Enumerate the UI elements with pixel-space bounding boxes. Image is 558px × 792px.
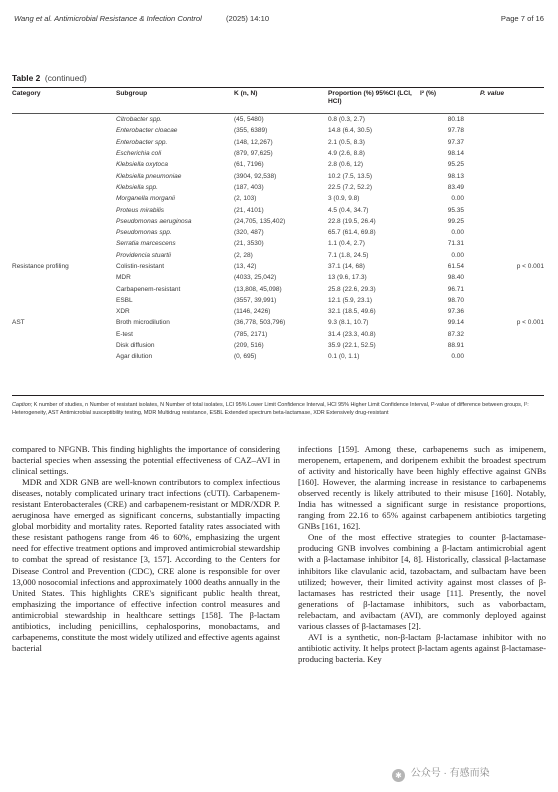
table-row (12, 317, 544, 328)
cell-i2: 0.00 (451, 251, 464, 259)
cell-subgroup: XDR (116, 308, 130, 316)
table-row (12, 227, 544, 238)
cell-proportion: 35.9 (22.1, 52.5) (328, 342, 376, 350)
cell-pvalue (480, 114, 544, 125)
cell-subgroup: MDR (116, 274, 131, 282)
cell-subgroup: Escherichia coli (116, 150, 162, 158)
cell-pvalue (480, 238, 544, 249)
cell-pvalue (480, 182, 544, 193)
cell-i2: 0.00 (451, 229, 464, 237)
cell-subgroup: Morganella morganii (116, 195, 175, 203)
cell-category (12, 295, 116, 306)
table-row (12, 238, 544, 249)
cell-subgroup: Klebsiella oxytoca (116, 161, 169, 169)
table-caption (12, 73, 87, 83)
table-row (12, 250, 544, 261)
cell-pvalue (480, 137, 544, 148)
cell-kn: (21, 3530) (234, 240, 264, 248)
body-paragraph: One of the most effective strategies to counter β-lactamase-producing GNB involves combining a β-lactam antimicrobial agent with a β-lactamase inhibitor [4, 8]. Historically, classical β-lactamase inhibitors like clavulanic acid, tazobactam, and sulbactam have been utilized; however, their limited activity against most classes of β-lactamases has restricted their usage [11]. Presently, the novel generations of β-lactamase inhibitors, such as vaborbactam, relebactam, and avibactam (AVI), are commonly deployed against various classes of β-lactamases [2]. (298, 532, 546, 631)
table-row (12, 295, 544, 306)
cell-kn: (355, 6389) (234, 127, 268, 135)
cell-kn: (148, 12,267) (234, 138, 273, 146)
cell-subgroup: ESBL (116, 296, 133, 304)
cell-proportion: 25.8 (22.6, 29.3) (328, 285, 376, 293)
cell-category (12, 306, 116, 317)
cell-subgroup: Disk diffusion (116, 342, 155, 350)
cell-pvalue (480, 283, 544, 294)
cell-category (12, 227, 116, 238)
cell-category (12, 250, 116, 261)
cell-pvalue (480, 272, 544, 283)
cell-proportion: 13 (9.6, 17.3) (328, 274, 367, 282)
watermark-text: 公众号 · 有感而染 (410, 768, 490, 779)
cell-i2: 71.31 (447, 240, 464, 248)
cell-proportion: 4.9 (2.6, 8.8) (328, 150, 365, 158)
body-paragraph: MDR and XDR GNB are well-known contributors to complex infectious diseases, notably complicated urinary tract infections (cUTI). Carbapenem-resistant Enterobacterales (CRE) and carbapenem-resistant or MDR/XDR P. aeruginosa have emerged as significant concerns, substantially impacting global morbidity and mortality rates. Reported fatality rates associated with these resistant pathogens range from 46 to 60%, emphasizing the urgent need for effective treatment options and improved antimicrobial stewardship to combat the spread of resistance [3, 157]. According to the Centers for Disease Control and Prevention (CDC), CRE alone is responsible for over 13,000 nosocomial infections and approximately 1000 deaths annually in the United States. This highlights CRE's significant public health threat, emphasizing the importance of effective infection control measures and antimicrobial stewardship in healthcare settings [158]. The β-lactam antibiotics, including penicillins, cephalosporins, monobactams, and carbapenems, constitute the most widely utilized and effective agents against bacterial (12, 477, 280, 653)
table-row (12, 182, 544, 193)
cell-category: AST (12, 319, 25, 327)
cell-i2: 98.13 (447, 172, 464, 180)
cell-subgroup: Klebsiella spp. (116, 183, 158, 191)
cell-subgroup: Klebsiella pneumoniae (116, 172, 182, 180)
running-head (14, 14, 544, 26)
cell-proportion: 22.8 (19.5, 26.4) (328, 217, 376, 225)
cell-category (12, 351, 116, 362)
cell-pvalue (480, 125, 544, 136)
cell-proportion: 14.8 (6.4, 30.5) (328, 127, 373, 135)
table-row (12, 216, 544, 227)
cell-pvalue (480, 148, 544, 159)
cell-pvalue (480, 216, 544, 227)
cell-i2: 87.32 (447, 330, 464, 338)
cell-subgroup: Proteus mirabilis (116, 206, 165, 214)
body-paragraph: infections [159]. Among these, carbapenems such as imipenem, meropenem, ertapenem, and doripenem exhibit the broadest spectrum of activity and historically have been highly effective against GNBs [160]. However, the alarming increase in resistance to carbapenems observed recently is likely attributed to their misuse [160]. Notably, India has witnessed a significant surge in resistance proportions, ranging from 22.16 to 65% against carbapenem antibiotics targeting GNBs [161, 162]. (298, 444, 546, 532)
cell-kn: (45, 5480) (234, 116, 264, 124)
cell-category (12, 170, 116, 181)
table-row (12, 193, 544, 204)
table-row (12, 148, 544, 159)
wechat-icon: ✱ (392, 769, 405, 782)
cell-kn: (187, 403) (234, 183, 264, 191)
results-table (12, 88, 544, 363)
cell-i2: 99.14 (447, 319, 464, 327)
table-row (12, 114, 544, 125)
cell-pvalue (480, 351, 544, 362)
cell-category (12, 340, 116, 351)
cell-i2: 98.14 (447, 150, 464, 158)
cell-category (12, 125, 116, 136)
cell-proportion: 2.1 (0.5, 8.3) (328, 138, 365, 146)
body-column-right (298, 444, 546, 665)
cell-pvalue (480, 159, 544, 170)
footnote-caption-label: Caption; (12, 402, 33, 408)
cell-kn: (3557, 39,991) (234, 296, 277, 304)
cell-i2: 98.70 (447, 296, 464, 304)
cell-proportion: 1.1 (0.4, 2.7) (328, 240, 365, 248)
cell-proportion: 65.7 (61.4, 69.8) (328, 229, 376, 237)
table-label: Table 2 (12, 73, 41, 83)
table-row (12, 170, 544, 181)
cell-pvalue (480, 227, 544, 238)
col-header-kn: K (n, N) (234, 90, 258, 97)
cell-kn: (3904, 92,538) (234, 172, 277, 180)
cell-pvalue (480, 193, 544, 204)
cell-proportion: 22.5 (7.2, 52.2) (328, 183, 373, 191)
table-row (12, 159, 544, 170)
cell-i2: 95.25 (447, 161, 464, 169)
table-bottom-rule (12, 395, 544, 396)
cell-category (12, 193, 116, 204)
cell-i2: 99.25 (447, 217, 464, 225)
cell-category (12, 329, 116, 340)
cell-kn: (320, 487) (234, 229, 264, 237)
cell-category (12, 159, 116, 170)
table-row (12, 351, 544, 362)
cell-kn: (13, 42) (234, 263, 257, 270)
cell-i2: 97.36 (447, 308, 464, 316)
cell-subgroup: Pseudomonas aeruginosa (116, 217, 192, 225)
cell-pvalue: p < 0.001 (516, 319, 544, 327)
col-header-subgroup: Subgroup (116, 90, 148, 97)
col-header-i2: I² (%) (420, 90, 437, 97)
cell-proportion: 12.1 (5.9, 23.1) (328, 296, 373, 304)
cell-pvalue (480, 250, 544, 261)
table-row (12, 204, 544, 215)
cell-proportion: 32.1 (18.5, 49.6) (328, 308, 376, 316)
cell-category (12, 216, 116, 227)
cell-subgroup: Agar dilution (116, 353, 153, 361)
cell-category (12, 114, 116, 125)
cell-pvalue (480, 204, 544, 215)
col-header-pvalue: P. value (480, 90, 505, 97)
cell-subgroup: Providencia stuartii (116, 251, 171, 259)
table-row (12, 125, 544, 136)
cell-kn: (879, 97,625) (234, 150, 273, 158)
table-row (12, 306, 544, 317)
cell-category (12, 137, 116, 148)
body-column-left (12, 444, 280, 654)
cell-proportion: 31.4 (23.3, 40.8) (328, 330, 376, 338)
table-body (12, 114, 544, 363)
page-number: Page 7 of 16 (500, 14, 544, 23)
col-header-proportion: Proportion (%) 95%CI (LCI, HCI) (328, 90, 412, 106)
cell-kn: (61, 7196) (234, 161, 264, 169)
cell-pvalue (480, 306, 544, 317)
body-paragraph: AVI is a synthetic, non-β-lactam β-lactamase inhibitor with no antibiotic activity. It helps protect β-lactam agents against β-lactamase-producing bacteria. Key (298, 631, 546, 664)
table-row (12, 340, 544, 351)
cell-proportion: 9.3 (8.1, 10.7) (328, 319, 369, 327)
cell-proportion: 10.2 (7.5, 13.5) (328, 172, 373, 180)
cell-kn: (785, 2171) (234, 330, 268, 338)
journal-year: (2025) 14:10 (226, 14, 270, 23)
cell-kn: (0, 695) (234, 353, 257, 361)
cell-i2: 97.78 (447, 127, 464, 135)
watermark (392, 764, 490, 782)
table-row (12, 261, 544, 272)
cell-proportion: 2.8 (0.6, 12) (328, 161, 364, 169)
cell-pvalue (480, 170, 544, 181)
cell-proportion: 7.1 (1.8, 24.5) (328, 251, 369, 259)
cell-i2: 83.49 (447, 183, 464, 191)
cell-pvalue: p < 0.001 (516, 263, 544, 270)
table-row (12, 329, 544, 340)
cell-i2: 88.91 (447, 342, 464, 350)
cell-subgroup: Enterobacter cloacae (116, 127, 178, 135)
col-header-category: Category (12, 90, 41, 97)
cell-i2: 0.00 (451, 353, 464, 361)
cell-kn: (24,705, 135,402) (234, 217, 286, 225)
table-footnote (12, 401, 544, 418)
cell-category: Resistance profiling (12, 263, 69, 270)
cell-subgroup: Pseudomonas spp. (116, 229, 172, 237)
cell-kn: (2, 103) (234, 195, 257, 203)
cell-proportion: 4.5 (0.4, 34.7) (328, 206, 369, 214)
cell-i2: 0.00 (451, 195, 464, 203)
table-row (12, 283, 544, 294)
cell-category (12, 283, 116, 294)
cell-subgroup: Colistin-resistant (116, 263, 165, 270)
cell-kn: (4033, 25,042) (234, 274, 277, 282)
cell-kn: (21, 4101) (234, 206, 264, 214)
cell-subgroup: Citrobacter spp. (116, 116, 162, 124)
cell-kn: (36,778, 503,796) (234, 319, 286, 327)
cell-subgroup: E-test (116, 330, 133, 338)
cell-i2: 96.71 (447, 285, 464, 293)
cell-proportion: 3 (0.9, 9.8) (328, 195, 360, 203)
cell-i2: 80.18 (447, 116, 464, 124)
cell-proportion: 0.8 (0.3, 2.7) (328, 116, 365, 124)
cell-category (12, 238, 116, 249)
body-paragraph: compared to NFGNB. This finding highlights the importance of considering bacterial species when assessing the potential effectiveness of CAZ–AVI in clinical settings. (12, 444, 280, 477)
cell-category (12, 204, 116, 215)
cell-i2: 95.35 (447, 206, 464, 214)
cell-pvalue (480, 340, 544, 351)
cell-i2: 98.40 (447, 274, 464, 282)
cell-category (12, 272, 116, 283)
cell-subgroup: Serratia marcescens (116, 240, 176, 248)
table-row (12, 137, 544, 148)
journal-citation: Wang et al. Antimicrobial Resistance & Infection Control (14, 14, 202, 23)
cell-subgroup: Broth microdilution (116, 319, 170, 327)
cell-kn: (1146, 2426) (234, 308, 271, 316)
cell-category (12, 148, 116, 159)
cell-kn: (13,808, 45,098) (234, 285, 282, 293)
table-header-row (12, 88, 544, 114)
cell-proportion: 37.1 (14, 68) (328, 263, 365, 270)
table-continued: (continued) (44, 73, 87, 83)
cell-i2: 61.54 (447, 263, 464, 270)
cell-subgroup: Enterobacter spp. (116, 138, 168, 146)
cell-subgroup: Carbapenem-resistant (116, 285, 181, 293)
cell-pvalue (480, 295, 544, 306)
cell-kn: (2, 28) (234, 251, 253, 259)
cell-kn: (209, 516) (234, 342, 264, 350)
cell-i2: 97.37 (447, 138, 464, 146)
footnote-text: K number of studies, n Number of resistant isolates, N Number of total isolates, LCI 95% Lower Limit Confidence Interval, HCI 95% Higher Limit Confidence Interval, P-value of difference between groups, I²: Heterogeneity, AST Antimicrobial susceptibility testing, MDR Multidrug resistance, ESBL Extended spectrum beta-lactamase, XDR Extensively drug-resistant (12, 402, 529, 417)
cell-pvalue (480, 329, 544, 340)
cell-category (12, 182, 116, 193)
table-row (12, 272, 544, 283)
cell-proportion: 0.1 (0, 1.1) (328, 353, 360, 361)
